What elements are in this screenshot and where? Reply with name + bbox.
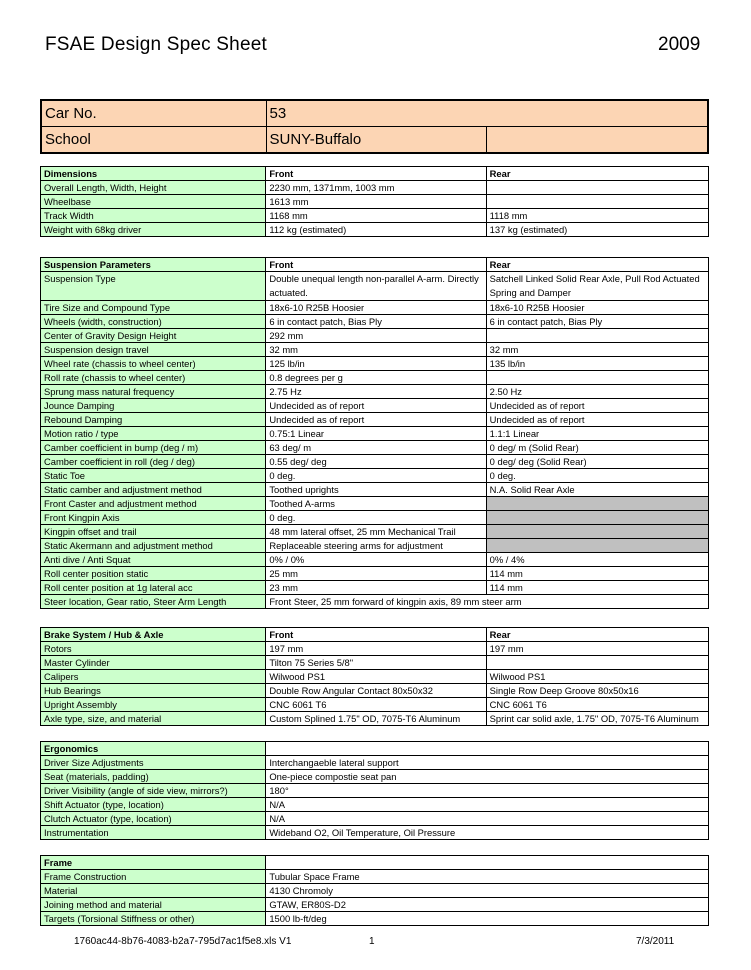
table-row [41,656,709,670]
row-value-front: Tilton 75 Series 5/8" [266,656,486,670]
table-row [41,209,709,223]
row-value-rear: 32 mm [486,343,708,357]
table-row [41,595,709,609]
table-row [41,698,709,712]
row-value-front: 197 mm [266,642,486,656]
row-value-front: 2230 mm, 1371mm, 1003 mm [266,181,486,195]
footer-filename: 1760ac44-8b76-4083-b2a7-795d7ac1f5e8.xls V1 [74,936,292,947]
table-row [41,301,709,315]
table-row [41,329,709,343]
table-row [41,455,709,469]
row-label: Overall Length, Width, Height [41,181,266,195]
column-front: Front [266,628,486,642]
row-label: Steer location, Gear ratio, Steer Arm Length [41,595,266,609]
row-value-rear [486,656,708,670]
row-value-rear [486,497,708,511]
row-value-front: Toothed uprights [266,483,486,497]
row-value-rear: CNC 6061 T6 [486,698,708,712]
table-row [41,770,709,784]
table-row [41,812,709,826]
row-value-rear: 18x6-10 R25B Hoosier [486,301,708,315]
row-value-rear [486,525,708,539]
row-label: Motion ratio / type [41,427,266,441]
row-value-front: Wilwood PS1 [266,670,486,684]
table-row [41,511,709,525]
row-value-front: 0 deg. [266,469,486,483]
brake-table [40,627,709,726]
section-title: Brake System / Hub & Axle [41,628,266,642]
suspension-type-rear: Satchell Linked Solid Rear Axle, Pull Rod Actuated Spring and Damper [486,272,708,301]
table-row [41,712,709,726]
page-year: 2009 [658,34,701,55]
table-row [41,756,709,770]
row-value: Tubular Space Frame [266,870,709,884]
row-value-front: 48 mm lateral offset, 25 mm Mechanical Trail [266,525,486,539]
row-label: Front Caster and adjustment method [41,497,266,511]
row-label: Driver Visibility (angle of side view, mirrors?) [41,784,266,798]
suspension-type-front: Double unequal length non-parallel A-arm. Directly actuated. [266,272,486,301]
row-value-rear [486,371,708,385]
table-row [41,870,709,884]
table-row [41,195,709,209]
table-row [41,553,709,567]
row-value: One-piece compostie seat pan [266,770,709,784]
car-no-value: 53 [266,100,708,127]
row-value: Interchangaeble lateral support [266,756,709,770]
row-value-front: Front Steer, 25 mm forward of kingpin axis, 89 mm steer arm [266,595,709,609]
table-row [41,912,709,926]
row-value-rear: N.A. Solid Rear Axle [486,483,708,497]
table-row [41,343,709,357]
table-row [41,385,709,399]
row-value-front: 0.55 deg/ deg [266,455,486,469]
row-value-front: 6 in contact patch, Bias Ply [266,315,486,329]
table-row [41,642,709,656]
row-label: Shift Actuator (type, location) [41,798,266,812]
column-rear: Rear [486,258,708,272]
table-row [41,223,709,237]
table-row [41,525,709,539]
row-value-rear: Undecided as of report [486,413,708,427]
row-value-front: Replaceable steering arms for adjustment [266,539,486,553]
row-label: Instrumentation [41,826,266,840]
row-label: Front Kingpin Axis [41,511,266,525]
row-label: Targets (Torsional Stiffness or other) [41,912,266,926]
table-row [41,684,709,698]
row-value-front: Undecided as of report [266,399,486,413]
row-label: Joining method and material [41,898,266,912]
row-value-rear: Undecided as of report [486,399,708,413]
table-row [41,315,709,329]
table-row [41,357,709,371]
car-info-table [40,99,709,154]
row-value-rear: 0 deg. [486,469,708,483]
row-value-front: 1168 mm [266,209,486,223]
table-row [41,469,709,483]
table-row [41,539,709,553]
row-value-rear [486,539,708,553]
ergonomics-table [40,741,709,840]
row-value-rear: 135 lb/in [486,357,708,371]
row-value-front: 125 lb/in [266,357,486,371]
row-label: Clutch Actuator (type, location) [41,812,266,826]
row-label: Suspension design travel [41,343,266,357]
row-label: Roll center position static [41,567,266,581]
row-value-rear: 0 deg/ deg (Solid Rear) [486,455,708,469]
row-label: Rotors [41,642,266,656]
row-label: Hub Bearings [41,684,266,698]
row-label: Static Akermann and adjustment method [41,539,266,553]
row-value-rear: 2.50 Hz [486,385,708,399]
school-label: School [41,127,266,154]
row-label: Master Cylinder [41,656,266,670]
row-value-rear [486,181,708,195]
table-row [41,670,709,684]
row-label: Track Width [41,209,266,223]
row-value-front: 18x6-10 R25B Hoosier [266,301,486,315]
table-row [41,181,709,195]
row-value: 1500 lb-ft/deg [266,912,709,926]
row-value-rear: Sprint car solid axle, 1.75" OD, 7075-T6 Aluminum [486,712,708,726]
row-value-rear: 6 in contact patch, Bias Ply [486,315,708,329]
table-row [41,497,709,511]
table-row [41,413,709,427]
row-value-front: 292 mm [266,329,486,343]
table-row [41,483,709,497]
page-title: FSAE Design Spec Sheet [45,34,267,55]
row-value-rear [486,195,708,209]
row-value: GTAW, ER80S-D2 [266,898,709,912]
row-value-front: 23 mm [266,581,486,595]
table-row [41,898,709,912]
row-label: Frame Construction [41,870,266,884]
section-title-empty [266,742,709,756]
row-value-front: 2.75 Hz [266,385,486,399]
row-label: Static Toe [41,469,266,483]
column-rear: Rear [486,167,708,181]
school-value: SUNY-Buffalo [266,127,486,154]
row-label: Wheels (width, construction) [41,315,266,329]
row-value-rear: Wilwood PS1 [486,670,708,684]
row-label: Tire Size and Compound Type [41,301,266,315]
row-value-front: 1613 mm [266,195,486,209]
row-value-rear: 197 mm [486,642,708,656]
section-title: Ergonomics [41,742,266,756]
footer-page-number: 1 [369,936,375,947]
row-value-front: Toothed A-arms [266,497,486,511]
row-value: 4130 Chromoly [266,884,709,898]
row-label: Wheel rate (chassis to wheel center) [41,357,266,371]
row-label: Calipers [41,670,266,684]
row-value-front: 112 kg (estimated) [266,223,486,237]
row-label: Roll rate (chassis to wheel center) [41,371,266,385]
table-row [41,399,709,413]
column-front: Front [266,258,486,272]
row-value-front: Undecided as of report [266,413,486,427]
row-value-rear: 114 mm [486,567,708,581]
car-no-label: Car No. [41,100,266,127]
row-value-rear: 0 deg/ m (Solid Rear) [486,441,708,455]
row-value: Wideband O2, Oil Temperature, Oil Pressure [266,826,709,840]
frame-table [40,855,709,926]
footer-date: 7/3/2011 [636,936,675,947]
row-value: 180° [266,784,709,798]
table-row [41,798,709,812]
row-value-rear: 137 kg (estimated) [486,223,708,237]
row-label: Sprung mass natural frequency [41,385,266,399]
row-value: N/A [266,812,709,826]
row-value-front: 0 deg. [266,511,486,525]
table-row [41,826,709,840]
row-label: Material [41,884,266,898]
row-label: Upright Assembly [41,698,266,712]
section-title-empty [266,856,709,870]
table-row [41,567,709,581]
row-label: Jounce Damping [41,399,266,413]
row-label: Camber coefficient in bump (deg / m) [41,441,266,455]
table-row [41,581,709,595]
row-label: Roll center position at 1g lateral acc [41,581,266,595]
table-row [41,371,709,385]
row-label: Static camber and adjustment method [41,483,266,497]
row-label: Kingpin offset and trail [41,525,266,539]
row-value-rear: 1.1:1 Linear [486,427,708,441]
row-value-front: 25 mm [266,567,486,581]
row-value-rear: 114 mm [486,581,708,595]
row-value-rear [486,329,708,343]
column-rear: Rear [486,628,708,642]
section-title: Frame [41,856,266,870]
row-label: Center of Gravity Design Height [41,329,266,343]
row-value-front: 0.75:1 Linear [266,427,486,441]
row-label: Suspension Type [41,272,266,301]
section-title: Dimensions [41,167,266,181]
row-value-rear: Single Row Deep Groove 80x50x16 [486,684,708,698]
school-empty-cell [486,127,708,154]
row-label: Seat (materials, padding) [41,770,266,784]
row-value-front: 32 mm [266,343,486,357]
table-row [41,427,709,441]
row-value-front: CNC 6061 T6 [266,698,486,712]
row-label: Weight with 68kg driver [41,223,266,237]
row-value-rear: 0% / 4% [486,553,708,567]
table-row [41,784,709,798]
table-row [41,884,709,898]
row-value-front: Double Row Angular Contact 80x50x32 [266,684,486,698]
row-label: Wheelbase [41,195,266,209]
row-label: Axle type, size, and material [41,712,266,726]
row-value-front: 0% / 0% [266,553,486,567]
row-value-front: 63 deg/ m [266,441,486,455]
suspension-table [40,257,709,609]
row-label: Rebound Damping [41,413,266,427]
row-label: Driver Size Adjustments [41,756,266,770]
dimensions-table [40,166,709,237]
column-front: Front [266,167,486,181]
section-title: Suspension Parameters [41,258,266,272]
row-value-front: Custom Splined 1.75" OD, 7075-T6 Aluminum [266,712,486,726]
row-label: Anti dive / Anti Squat [41,553,266,567]
table-row [41,441,709,455]
row-value: N/A [266,798,709,812]
row-label: Camber coefficient in roll (deg / deg) [41,455,266,469]
row-value-rear: 1118 mm [486,209,708,223]
row-value-rear [486,511,708,525]
row-value-front: 0.8 degrees per g [266,371,486,385]
